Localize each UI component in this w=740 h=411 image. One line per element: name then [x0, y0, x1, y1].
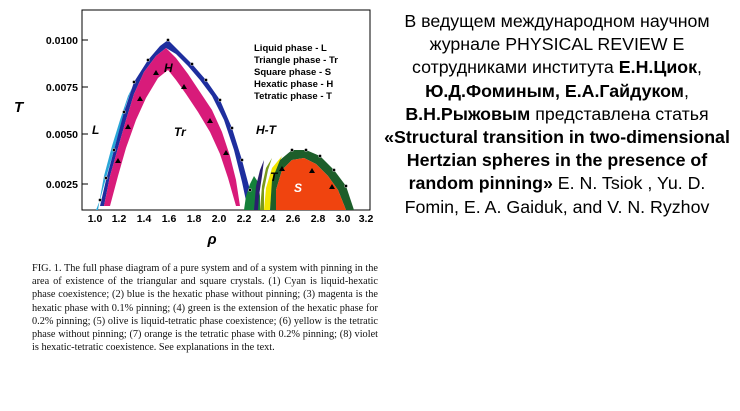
- point: [122, 110, 125, 113]
- x-tick-label: 1.6: [161, 213, 177, 225]
- legend-entry: Triangle phase - Tr: [254, 55, 338, 66]
- x-axis-title: ρ: [207, 231, 217, 248]
- point: [146, 58, 149, 61]
- x-tick-label: 3.0: [335, 213, 351, 225]
- y-tick-label: 0.0075: [45, 82, 78, 94]
- x-tick-label: 1.4: [136, 213, 152, 225]
- x-tick-label: 1.2: [111, 213, 127, 225]
- y-axis: [14, 35, 88, 191]
- y-axis-title: T: [14, 99, 24, 116]
- author-fomin: Ю.Д.Фоминым,: [425, 80, 560, 101]
- point: [218, 98, 221, 101]
- legend-entry: Square phase - S: [254, 67, 332, 78]
- x-tick-label: 1.8: [186, 213, 202, 225]
- point: [230, 126, 233, 129]
- legend: [254, 43, 338, 102]
- region-label-L: L: [92, 123, 100, 137]
- x-tick-label: 3.2: [358, 213, 374, 225]
- point: [344, 184, 347, 187]
- point: [304, 148, 307, 151]
- legend-entry: Tetratic phase - T: [254, 91, 332, 102]
- region-label-T: T: [270, 170, 278, 184]
- x-tick-label: 2.0: [211, 213, 227, 225]
- x-tick-label: 2.6: [285, 213, 301, 225]
- x-tick-label: 2.2: [236, 213, 252, 225]
- point: [112, 148, 115, 151]
- region-label-H: H: [164, 61, 173, 75]
- point: [248, 188, 251, 191]
- article-title: «Structural transition in two-dimensional Hertzian spheres in the presence of random pinning»: [384, 127, 730, 194]
- author-gaiduk: Е.А.Гайдуком: [564, 80, 684, 101]
- point: [98, 198, 101, 201]
- region-label-S: S: [294, 181, 303, 195]
- y-tick-label: 0.0025: [45, 179, 78, 191]
- region-label-H-T: H-T: [256, 123, 276, 137]
- y-tick-label: 0.0050: [45, 129, 78, 141]
- point: [332, 168, 335, 171]
- point: [240, 158, 243, 161]
- legend-entry: Hexatic phase - H: [254, 79, 334, 90]
- figure-caption: FIG. 1. The full phase diagram of a pure system and of a system with pinning in the area of existence of the triangular and square crystals. (1) Cyan is liquid-hexatic phase coexistence; (2) blue is the hexatic phase without pinning; (3) magenta is the hexatic phase with 0.1% pinning; (4) green is the extension of the hexatic phase for 0.2% pinning; (5) olive is liquid-tetratic phase coexistence; (6) yellow is the tetratic phase without pinning; (7) orange is the tetratic phase with 0.2% pinning; (8) violet is hexatic-tetratic coexistence. See explanations in the text.: [32, 263, 378, 354]
- point: [190, 62, 193, 65]
- point: [290, 148, 293, 151]
- legend-entry: Liquid phase - L: [254, 43, 327, 54]
- phase-diagram-figure: [0, 0, 380, 262]
- announcement-intro: В ведущем международном научном журнале PHYSICAL REVIEW E сотрудниками института: [404, 11, 710, 78]
- point: [132, 80, 135, 83]
- x-tick-label: 2.4: [260, 213, 276, 225]
- x-axis: [88, 213, 374, 248]
- point: [104, 176, 107, 179]
- point: [166, 38, 169, 41]
- point: [318, 154, 321, 157]
- x-tick-label: 1.0: [87, 213, 103, 225]
- y-tick-label: 0.0100: [45, 35, 78, 47]
- author-tsiok: Е.Н.Циок: [618, 57, 698, 78]
- announcement-verb: представлена статья: [535, 103, 709, 124]
- author-ryzhov: В.Н.Рыжовым: [405, 103, 531, 124]
- x-tick-label: 2.8: [310, 213, 326, 225]
- point: [204, 78, 207, 81]
- region-label-Tr: Tr: [174, 125, 186, 139]
- article-citation: E. N. Tsiok , Yu. D. Fomin, E. A. Gaiduk, and V. N. Ryzhov: [404, 173, 710, 217]
- announcement-text: В ведущем международном научном журнале PHYSICAL REVIEW E сотрудниками института Е.Н.Циок, Ю.Д.Фоминым, Е.А.Гайдуком, В.Н.Рыжовым представлена статья «Structural transition in two-dimensional Hertzian spheres in the presence of random pinning» E. N. Tsiok , Yu. D. Fomin, E. A. Gaiduk, and V. N. Ryzhov: [384, 11, 730, 217]
